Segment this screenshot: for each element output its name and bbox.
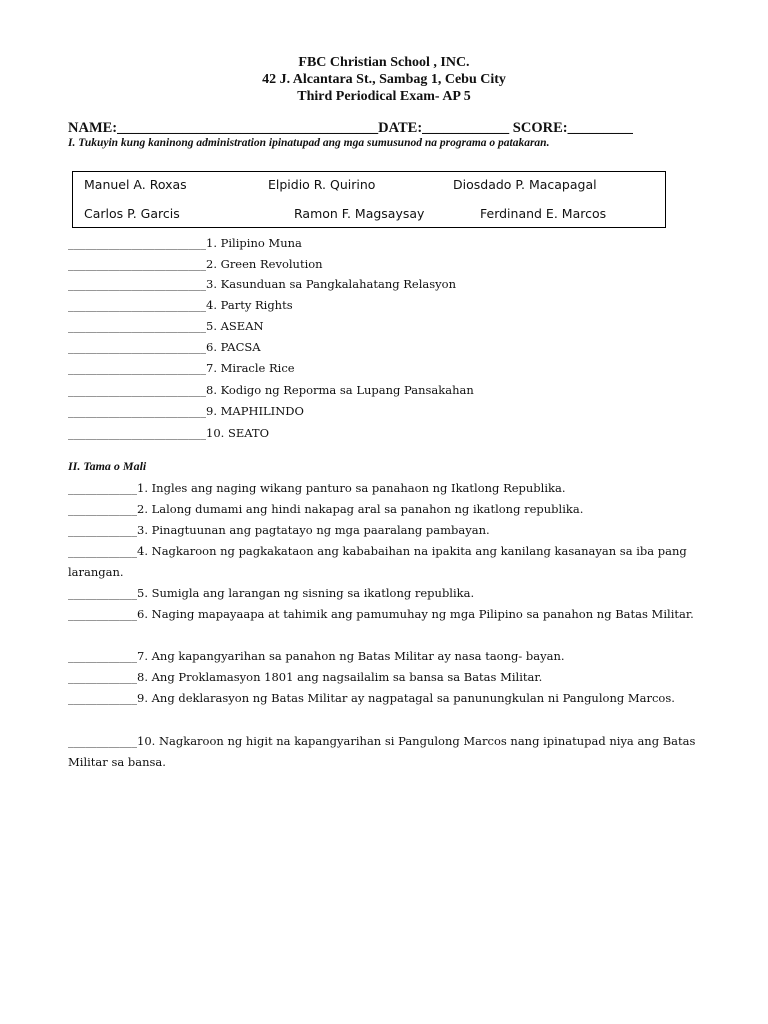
part2-item: ____________10. Nagkaroon ng higit na kapangyarihan si Pangulong Marcos nang ipinatupad niya ang Batas Militar sa bansa. — [68, 734, 696, 769]
part1-item: ________________________7. Miracle Rice — [68, 361, 295, 375]
choice-garcia: Carlos P. Garcis — [84, 206, 180, 221]
part1-item: ________________________6. PACSA — [68, 340, 261, 354]
part2-item: ____________4. Nagkaroon ng pagkakataon ang kababaihan na ipakita ang kanilang kasanayan sa iba pang larangan. — [68, 544, 687, 579]
part1-item: ________________________1. Pilipino Muna — [68, 236, 302, 250]
name-date-score-line: NAME:____________________________________DATE:____________ SCORE:_________ — [68, 120, 633, 136]
part1-item: ________________________3. Kasunduan sa Pangkalahatang Relasyon — [68, 277, 456, 291]
part1-item: ________________________5. ASEAN — [68, 319, 264, 333]
part2-item: ____________9. Ang deklarasyon ng Batas Militar ay nagpatagal sa panunungkulan ni Pangulong Marcos. — [68, 691, 675, 705]
choice-macapagal: Diosdado P. Macapagal — [453, 177, 597, 192]
part1-item: ________________________2. Green Revolution — [68, 257, 323, 271]
choice-marcos: Ferdinand E. Marcos — [480, 206, 607, 221]
part1-item: ________________________4. Party Rights — [68, 298, 293, 312]
part2-item: ____________1. Ingles ang naging wikang panturo sa panahaon ng Ikatlong Republika. — [68, 481, 566, 495]
part2-item: ____________7. Ang kapangyarihan sa panahon ng Batas Militar ay nasa taong- bayan. — [68, 649, 565, 663]
school-address: 42 J. Alcantara St., Sambag 1, Cebu City — [262, 72, 506, 87]
part1-item: ________________________8. Kodigo ng Reporma sa Lupang Pansakahan — [68, 383, 474, 397]
choice-roxas: Manuel A. Roxas — [84, 177, 187, 192]
part2-item: ____________6. Naging mapayaapa at tahimik ang pamumuhay ng mga Pilipino sa panahon ng Batas Militar. — [68, 607, 694, 621]
part1-instruction: I. Tukuyin kung kaninong administration ipinatupad ang mga sumusunod na programa o patakaran. — [68, 137, 550, 149]
part2-item: ____________3. Pinagtuunan ang pagtatayo ng mga paaralang pambayan. — [68, 523, 490, 537]
part2-item: ____________8. Ang Proklamasyon 1801 ang nagsailalim sa bansa sa Batas Militar. — [68, 670, 543, 684]
part2-item: ____________2. Lalong dumami ang hindi nakapag aral sa panahon ng ikatlong republika. — [68, 502, 584, 516]
choice-magsaysay: Ramon F. Magsaysay — [294, 206, 425, 221]
part2-title: II. Tama o Mali — [68, 459, 147, 473]
school-name: FBC Christian School , INC. — [298, 55, 470, 70]
exam-title: Third Periodical Exam- AP 5 — [297, 89, 471, 104]
choice-quirino: Elpidio R. Quirino — [268, 177, 376, 192]
part2-item: ____________5. Sumigla ang larangan ng sisning sa ikatlong republika. — [68, 586, 475, 600]
part1-item: ________________________10. SEATO — [68, 426, 269, 440]
part1-item: ________________________9. MAPHILINDO — [68, 404, 304, 418]
